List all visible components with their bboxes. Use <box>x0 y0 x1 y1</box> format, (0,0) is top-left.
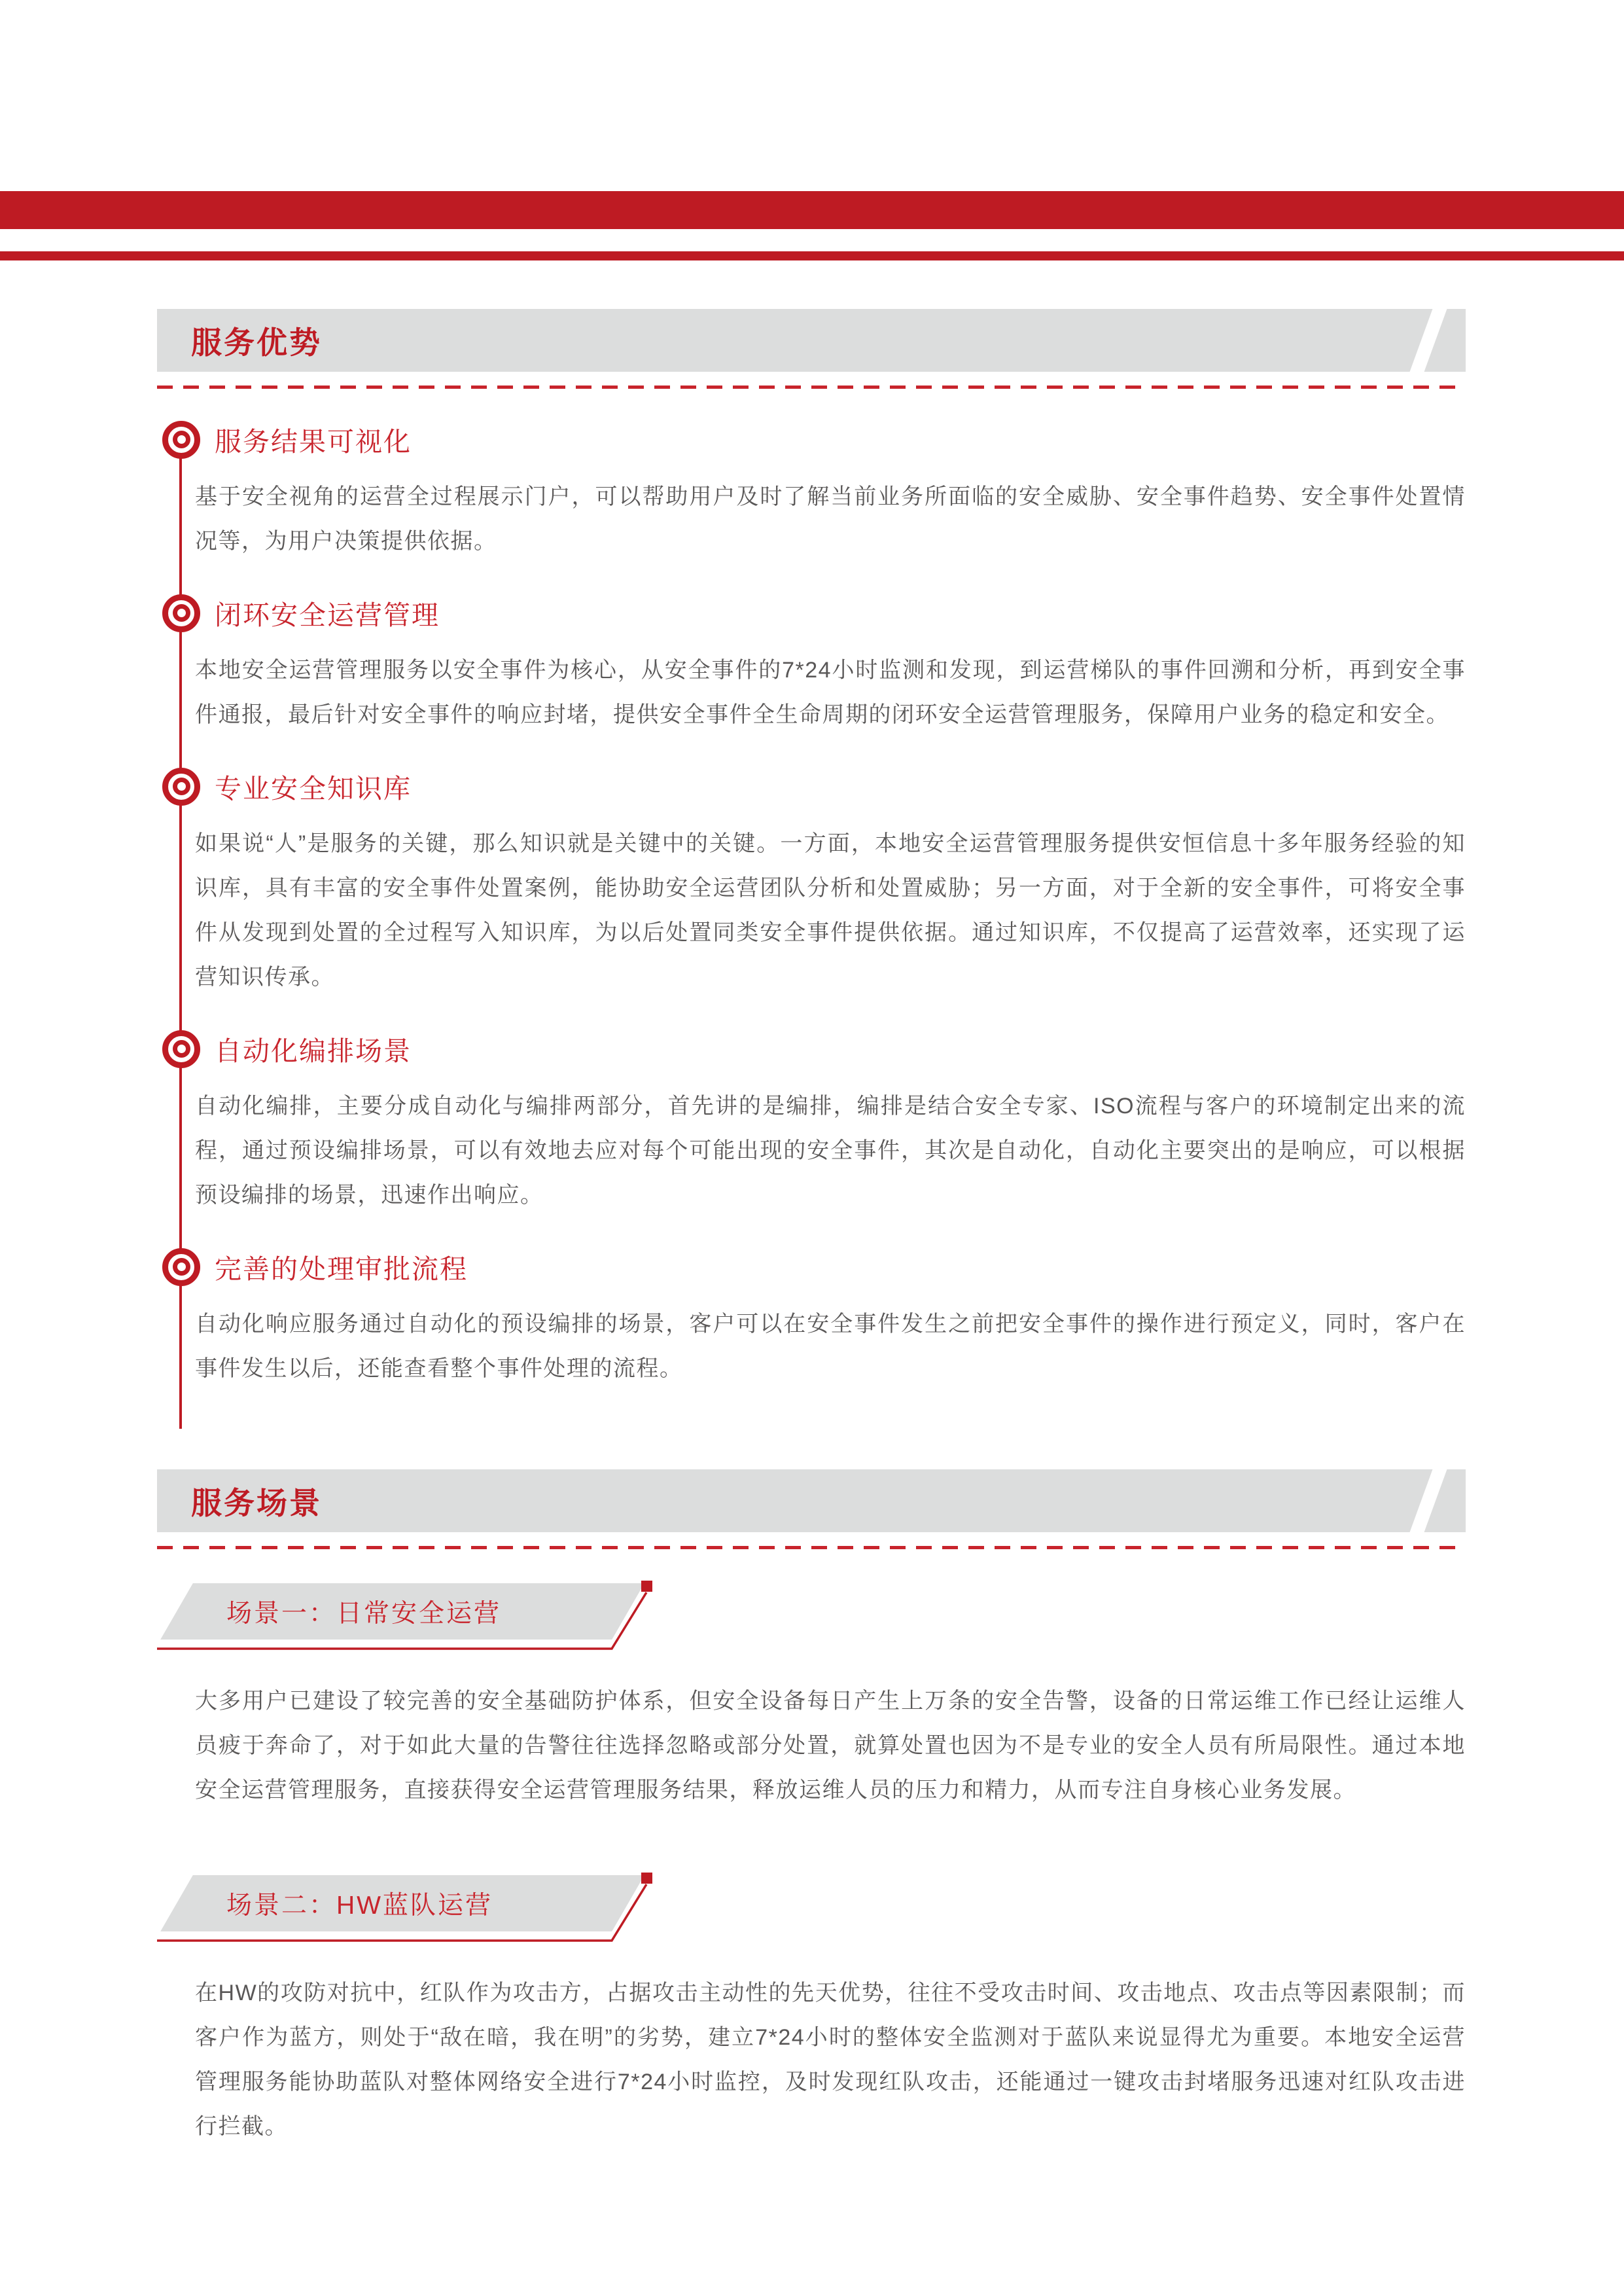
advantage-title-row <box>157 1030 1466 1068</box>
advantage-title: 完善的处理审批流程 <box>215 1254 468 1284</box>
scenario-banner <box>157 1875 1466 1931</box>
bullseye-icon-inner <box>173 1258 190 1276</box>
bullseye-icon-inner <box>173 431 190 448</box>
page-content <box>157 309 1466 2149</box>
advantages-list <box>157 420 1466 1391</box>
advantage-body: 自动化响应服务通过自动化的预设编排的场景，客户可以在安全事件发生之前把安全事件的操作进行预定义，同时，客户在事件发生以后，还能查看整个事件处理的流程。 <box>195 1312 1466 1381</box>
advantage-item <box>157 767 1466 999</box>
bullseye-icon <box>162 421 200 459</box>
advantage-body: 如果说“人”是服务的关键，那么知识就是关键中的关键。一方面，本地安全运营管理服务提供安恒信息十多年服务经验的知识库，具有丰富的安全事件处置案例，能协助安全运营团队分析和处置威胁；另一方面，对于全新的安全事件，可将安全事件从发现到处置的全过程写入知识库，为以后处置同类安全事件提供依据。通过知识库，不仅提高了运营效率，还实现了运营知识传承。 <box>195 831 1466 990</box>
scenario-block <box>157 1875 1466 2149</box>
bullseye-icon <box>162 1248 200 1286</box>
advantage-title: 专业安全知识库 <box>215 774 412 804</box>
advantage-item <box>157 1247 1466 1391</box>
section-header-scenarios <box>157 1469 1466 1532</box>
advantage-body: 自动化编排，主要分成自动化与编排两部分，首先讲的是编排，编排是结合安全专家、ISO流程与客户的环境制定出来的流程，通过预设编排场景，可以有效地去应对每个可能出现的安全事件，其次是自动化，自动化主要突出的是响应，可以根据预设编排的场景，迅速作出响应。 <box>195 1094 1466 1208</box>
section-title-scenarios: 服务场景 <box>191 1485 322 1520</box>
advantage-item <box>157 594 1466 737</box>
bullseye-icon-inner <box>173 778 190 795</box>
advantage-title: 服务结果可视化 <box>215 427 412 457</box>
advantage-item <box>157 1030 1466 1217</box>
bullseye-icon <box>162 594 200 632</box>
dashed-divider <box>157 386 1466 389</box>
advantage-title-row <box>157 767 1466 806</box>
bullseye-icon <box>162 1030 200 1068</box>
scenarios-list <box>157 1583 1466 2149</box>
section-header-advantages <box>157 309 1466 372</box>
scenario-title: 场景一：日常安全运营 <box>226 1600 502 1628</box>
scenario-body: 大多用户已建设了较完善的安全基础防护体系，但安全设备每日产生上万条的安全告警，设备的日常运维工作已经让运维人员疲于奔命了，对于如此大量的告警往往选择忽略或部分处置，就算处置也因为不是专业的安全人员有所局限性。通过本地安全运营管理服务，直接获得安全运营管理服务结果，释放运维人员的压力和精力，从而专注自身核心业务发展。 <box>195 1689 1466 1803</box>
advantage-title-row <box>157 1247 1466 1286</box>
advantage-body: 基于安全视角的运营全过程展示门户，可以帮助用户及时了解当前业务所面临的安全威胁、安全事件趋势、安全事件处置情况等，为用户决策提供依据。 <box>195 484 1466 554</box>
advantage-title-row <box>157 594 1466 632</box>
scenario-banner <box>157 1583 1466 1640</box>
advantage-title: 闭环安全运营管理 <box>215 600 440 630</box>
scenario-block <box>157 1583 1466 1812</box>
diagonal-slash-decoration <box>1408 304 1449 377</box>
section-title-advantages: 服务优势 <box>191 325 322 360</box>
diagonal-slash-decoration <box>1408 1464 1449 1537</box>
advantage-title-row <box>157 420 1466 459</box>
top-bar-thin <box>0 251 1624 260</box>
bullseye-icon-inner <box>173 604 190 622</box>
advantage-body: 本地安全运营管理服务以安全事件为核心，从安全事件的7*24小时监测和发现，到运营梯队的事件回溯和分析，再到安全事件通报，最后针对安全事件的响应封堵，提供安全事件全生命周期的闭环安全运营管理服务，保障用户业务的稳定和安全。 <box>195 658 1466 727</box>
bullseye-icon <box>162 768 200 806</box>
scenario-title: 场景二：HW蓝队运营 <box>226 1892 493 1920</box>
advantage-title: 自动化编排场景 <box>215 1036 412 1066</box>
scenario-body: 在HW的攻防对抗中，红队作为攻击方，占据攻击主动性的先天优势，往往不受攻击时间、攻击地点、攻击点等因素限制；而客户作为蓝方，则处于“敌在暗，我在明”的劣势，建立7*24小时的整体安全监测对于蓝队来说显得尤为重要。本地安全运营管理服务能协助蓝队对整体网络安全进行7*24小时监控，及时发现红队攻击，还能通过一键攻击封堵服务迅速对红队攻击进行拦截。 <box>195 1981 1466 2139</box>
dashed-divider <box>157 1546 1466 1549</box>
top-bar-thick <box>0 191 1624 229</box>
bullseye-icon-inner <box>173 1040 190 1058</box>
advantage-item <box>157 420 1466 564</box>
